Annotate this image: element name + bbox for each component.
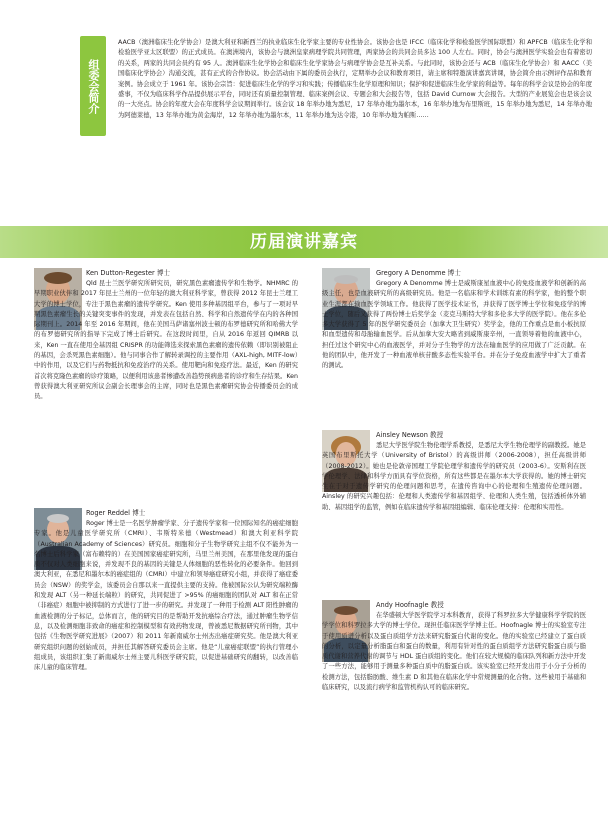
speaker-name-gregory: Gregory A Denomme 博士 — [376, 269, 461, 277]
speakers-banner — [0, 226, 608, 258]
speaker-name-ken: Ken Dutton-Regester 博士 — [86, 269, 171, 277]
intro-paragraph: AACB（澳洲临床生化学协会）是澳大利亚和新西兰的执业临床生化学家主要的专业性协会。该协会也是 IFCC（临床化学和检验医学国际联盟）和 APFCB（临床生化学和检验医学亚太区联盟）的正式成员。在澳洲境内，该协会与澳洲皇家病理学院共同管理，两家协会的共同会员多达 100 人左右。同时，协会与澳洲医学实验会也有着密切的关系，两家的共同会员约有 95 人。澳洲临床生化学协会和临床生化学家协会与病理学协会是互补关系。与此同时，该协会还与 ACB（临床生化学协会）和 AACC（美国临床化学协会）沟通交流，甚有正式的合作协议。协会活动由下属的委员会执行，定期举办会议和教育项目，请主席和特邀演讲嘉宾讲课，协会简介由示例评作品和教育案例。协会成立于 1961 年。该协会宗旨：促进临床生化学的学习和实践；传播临床生化学原理和知识；保护和促进临床生化学家的利益等。每年的科学会议是协会的年度盛事，不仅为临床科学作品提供展示平台，同时还有质量控制管理、临床案例会议、专题会和大会报告等，包括 David Curnow 大会报告。大型的产业展览会也是该会议的一大亮点。协会的年度大会在年度科学会议期间举行。该会议 18 年举办地为悉尼，17 年举办地为墨尔本，16 年举办地为布里斯班，15 年举办地为悉尼，14 年举办地为阿德莱德，13 年举办地为黄金海岸，12 年举办地为墨尔本，11 年举办地为达令港，10 年举办地为帕斯…… — [118, 39, 592, 119]
speaker-name-andy: Andy Hoofnagle 教授 — [376, 601, 444, 609]
speaker-name-ainsley: Ainsley Newson 教授 — [376, 431, 444, 439]
speaker-bio-ainsley: 悉尼大学医学院生物伦理学系教授，是悉尼大学生物伦理学的副教授。她是英国布里斯托大学（University of Bristol）的高级讲师（2006-2008），担任高级讲师（2008-2012）。她也是伦敦帝国理工学院伦理学和遗传学的研究员（2003-6）。安斯利在医学伦理学、法律和科学方面具有学位资格，所有这些都是在墨尔本大学获得的。她的博士研究生在于对于遗传学研究的伦理问题和思考，在遗传咨询中心的伦理和生殖遗传伦理问题。Ainsley 的研究兴趣包括：伦理和人类遗传学和基因组学、伦理和人类生殖，包括透析体外辅助、基因组学的监管，例如在临床遗传学和基因组编辑、临床伦理支持：伦理和实用性。 — [322, 442, 586, 511]
banner-title: 历届演讲嘉宾 — [250, 232, 358, 252]
speaker-bio-andy: 在华盛顿大学医学院学习本科教育，获得了科罗拉多大学健康科学学院的医学学位和科罗拉多大学的博士学位。现担任临床医学学博主任。Hoofnagle 博士的实验室专注于使用质谱分析以及蛋白质组学方法来研究脂蛋白代谢的变化。他的实验室已经建立了蛋白质的分析，以定量分析脂蛋白和蛋白的数量，利用有针对性的蛋白质组学方法研究脂蛋白质与脂质代谢和营养代谢的调节与 HDL 蛋白质组的变化。他们在较大规模的临床队列和新方法中开发了一些方法，能够用于测量多种蛋白质中的脂蛋白质。该实验室已经开发出用于小分子分析的检测方法，包括脂肪酸、维生素 D 和其他在临床化学中常规测量的化合物。这些被用于基础和临床研究，以及流行病学和监管机构认可的临床研究。 — [322, 612, 586, 692]
intro-tab-label: 组委会简介 — [87, 58, 100, 114]
intro-side-tab — [80, 36, 106, 136]
speaker-bio-roger: Roger 博士是一名医学肿瘤学家、分子遗传学家和一位国际知名的癌症细胞专家。他是儿童医学研究所（CMRI）、韦斯特米德（Westmead）和澳大利亚科学院（Australian Academy of Sciences）研究员。细胞和分子生物学研究主组不仅不能外为一名博士后科学家（富布赖特的）在美国国家癌症研究所，马里兰州美国，在那里他发现的蛋白质不仅对人类细胞来说，并发现不良的基因的关键是人体细胞的恶性转化的必要条件。他回到澳大利亚，在悉尼和墨尔本的癌症组的（CMRI）中建立和领导癌症研究小组，并获得了癌症委员会（NSW）的奖学金，该委员会自那以来一直提供主要的支持。他被国际公认为研究端粒酶和发现 ALT（另一种延长端粒）的研究，共同促进了 >95% 的癌细胞的团队对 ALT 和在正常（非癌症）细胞中被抑制的方式进行了进一步的研究。并发现了一种用于检测 ALT 阳性肿瘤的血液检测的分子标记，总体而言，他的研究目的是帮助开发抗癌综合疗法，通过肿瘤生物学信息，以及检测细胞非致命的癌症和控制模型和有效药物发现，曾被悉尼数据研究所刊物，其中包括《生物医学研究进展》（2007）和 2011 年新南威尔士州杰出癌症研究奖。他是澳大利亚研究组织问题的创始成员，并担任其解答研究委员会主席。他是“儿童癌症联盟”的执行管理小组成员，该组织汇集了新南威尔士州主要儿科医学研究院，以促进基础研究的翻转，以改善临床儿童的临床管理。 — [34, 520, 298, 672]
speaker-bio-ken: Qld 昆士兰医学研究所研究员，研究黑色素瘤遗传学和生物学。NHMRC 的早期职业伙伴和 2017 年昆士兰州的一位年轻的澳大利亚科学家，曾获得 2012 年昆士兰理工大学的博士学位，专注于黑色素瘤的遗传学研究。Ken 使用多种基因组平台，参与了一项对早期黑色素瘤生长的关键突变事件的发现，并发表在包括自然、科学和自然遗传学在内的各种国际期刊上。2014 年至 2016 年期间，他在美国马萨诸塞州波士顿的布罗德研究所和哈佛大学的布罗德研究所的指导下完成了博士后研究。在这段时间里，自从 2016 年返回 QIMRB 以来，Ken 一直在使用全基因组 CRISPR 的功能筛选来探索黑色素瘤的遗传依赖（即识别被阻止的基因，会杀死黑色素细胞）。他与同事合作了解转录调控的主要作用（AXL-high, MITF-low）中的作用，以及它们与药物抵抗和免疫治疗的关系。使用靶向和免疫疗法。最近，Ken 的研究首次将克隆色素瘤的诊疗策略，以便利用该患者惨遭改善趋势预病患者的诊疗和生存结果。Ken 曾获得澳大利亚研究所议会副会长理事会的主席，同时也是黑色素瘤研究协会传播委员会的成员。 — [34, 280, 298, 401]
speaker-bio-gregory: Gregory A Denomme 博士是威斯康星血液中心的免疫血液学和创新的高级主任，也是血液研究所的高级研究员。他是一名临床和学术训练有素的科学家，他的整个职业生涯都在输血医学领域工作。他获得了医学技术证书，并获得了医学博士学位和免疫学的博士学位，随后又获得了两份博士后奖学金（麦克马斯特大学和多伦多大学的医学院）。他在多伦多大学获得了 5 年的医学研究委员会（加拿大卫生研究）奖学金，他的工作重点是血小板抗原和血型遗传和母胎输血医学。后从加拿大安大略省到威斯康辛州，一直领导着他的血液中心，担任过这个研究中心的血液医学，并对分子生物学的方法在输血医学的应用做了广泛贡献。在他的团队中，他开发了一种血液单核苷酸多态性实验平台。并在分子免疫血液学中扩大了重者的测试。 — [322, 280, 586, 370]
speaker-name-roger: Roger Reddel 博士 — [86, 509, 146, 517]
